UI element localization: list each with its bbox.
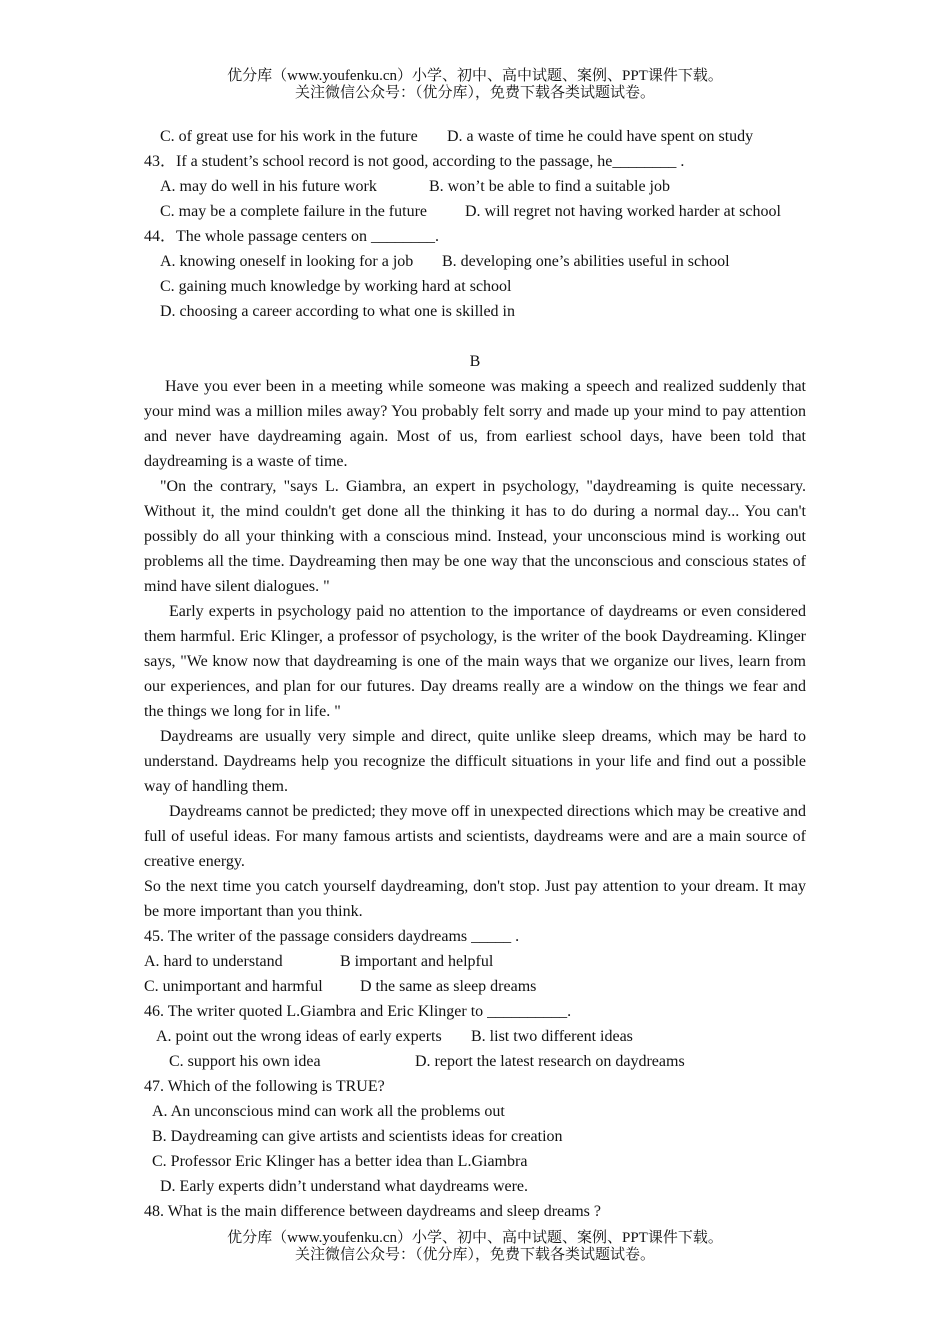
q42-option-d: D. a waste of time he could have spent on study [447,128,754,145]
passage-b-paragraph-4: Daydreams are usually very simple and direct, quite unlike sleep dreams, which may be hard to understand. Daydreams help you recognize the difficult situations in your life and find out a possible way of handling them. [144,728,806,795]
passage-b-paragraph-5: Daydreams cannot be predicted; they move off in unexpected directions which may be creative and full of useful ideas. For many famous artists and scientists, daydreams were and are a main source of creative energy. [144,803,806,870]
q44-option-c: C. gaining much knowledge by working hard at school [160,278,512,295]
question-47-stem: 47. Which of the following is TRUE? [144,1078,385,1095]
q46-option-d: D. report the latest research on daydreams [415,1053,685,1070]
passage-b-paragraph-1: Have you ever been in a meeting while someone was making a speech and realized suddenly that your mind was a million miles away? You probably felt sorry and made up your mind to pay attention and never have daydreaming again. Most of us, from earliest school days, have been told that daydreaming is a waste of time. [144,378,806,470]
question-48-stem: 48. What is the main difference between daydreams and sleep dreams ? [144,1203,602,1220]
header-line-1: 优分库（www.youfenku.cn）小学、初中、高中试题、案例、PPT课件下载。 [227,68,723,84]
q45-option-a: A. hard to understand [144,953,283,970]
question-43-stem: 43．If a student’s school record is not good, according to the passage, he________ . [144,153,685,170]
q44-option-b: B. developing one’s abilities useful in school [442,253,730,270]
question-42-options-cd [144,124,806,149]
q43-option-c: C. may be a complete failure in the future [160,203,428,220]
question-45-options-cd [144,974,806,999]
q43-option-a: A. may do well in his future work [160,178,377,195]
q45-option-c: C. unimportant and harmful [144,978,323,995]
q47-option-c: C. Professor Eric Klinger has a better idea than L.Giambra [152,1153,528,1170]
q42-option-c: C. of great use for his work in the future [160,128,418,145]
question-46-options-cd [144,1049,806,1074]
passage-b-title: B [469,353,481,370]
q43-option-b: B. won’t be able to find a suitable job [429,178,670,195]
footer-line-2: 关注微信公众号：（优分库），免费下载各类试题试卷。 [294,1247,655,1263]
passage-b-paragraph-6: So the next time you catch yourself daydreaming, don't stop. Just pay attention to your dream. It may be more important than you think. [144,878,806,920]
question-44-stem: 44．The whole passage centers on ________. [144,228,440,245]
page-footer [0,1230,950,1264]
q43-option-d: D. will regret not having worked harder at school [465,203,781,220]
question-46-stem: 46. The writer quoted L.Giambra and Eric Klinger to __________. [144,1003,572,1020]
question-43-options-cd [144,199,806,224]
question-45-stem: 45. The writer of the passage considers daydreams _____ . [144,928,520,945]
question-44-options-ab [144,249,806,274]
passage-b-paragraph-2: "On the contrary, "says L. Giambra, an expert in psychology, "daydreaming is quite necessary. Without it, the mind couldn't get done all the thinking it has to do during a normal day... You can't possibly do all your thinking with a conscious mind. Instead, your unconscious mind is working out problems all the time. Daydreaming then may be one way that the unconscious and conscious states of mind have silent dialogues. " [144,478,806,595]
q44-option-d: D. choosing a career according to what one is skilled in [160,303,515,320]
header-line-2: 关注微信公众号：（优分库），免费下载各类试题试卷。 [294,85,655,101]
page-header [0,68,950,102]
document-body [144,124,806,1224]
q47-option-b: B. Daydreaming can give artists and scientists ideas for creation [152,1128,563,1145]
question-43-options-ab [144,174,806,199]
q46-option-c: C. support his own idea [169,1053,321,1070]
spacer [144,324,806,349]
q44-option-a: A. knowing oneself in looking for a job [160,253,414,270]
passage-b-paragraph-3: Early experts in psychology paid no attention to the importance of daydreams or even considered them harmful. Eric Klinger, a professor of psychology, is the writer of the book Daydreaming. Klinger says, "We know now that daydreaming is one of the main ways that we organize our lives, learn from our experiences, and plan for our futures. Day dreams really are a window on the things we fear and the things we long for in life. " [144,603,806,720]
footer-line-1: 优分库（www.youfenku.cn）小学、初中、高中试题、案例、PPT课件下载。 [227,1230,723,1246]
q46-option-a: A. point out the wrong ideas of early experts [156,1028,442,1045]
q47-option-a: A. An unconscious mind can work all the problems out [152,1103,505,1120]
q45-option-d: D the same as sleep dreams [360,978,537,995]
q46-option-b: B. list two different ideas [471,1028,633,1045]
q47-option-d: D. Early experts didn’t understand what daydreams were. [160,1178,529,1195]
q45-option-b: B important and helpful [340,953,494,970]
question-46-options-ab [144,1024,806,1049]
question-45-options-ab [144,949,806,974]
